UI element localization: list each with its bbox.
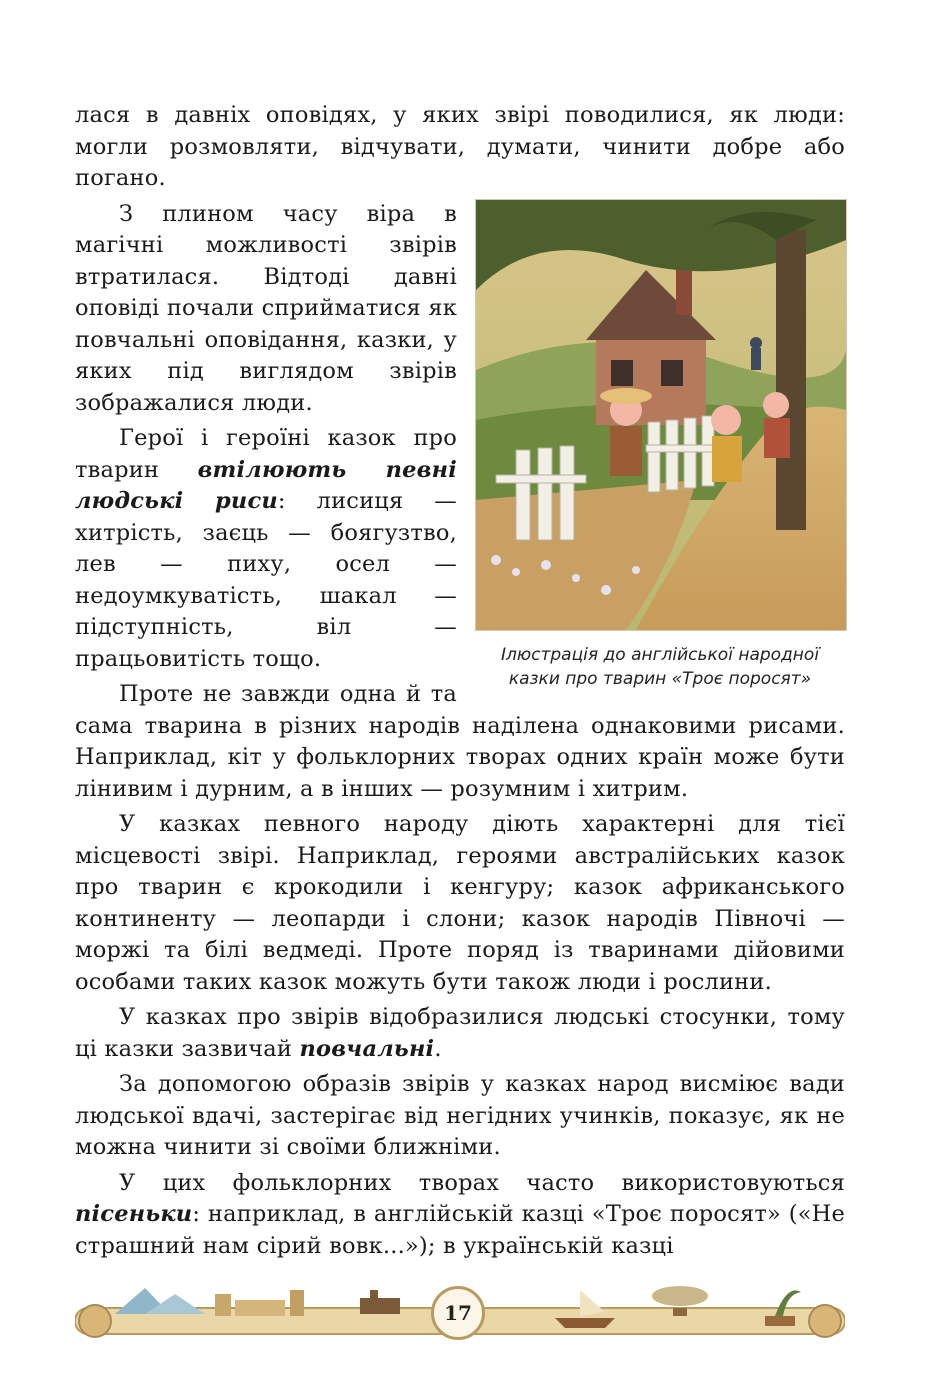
paragraph-text: Герої і героїні казок про тварин [75,425,457,483]
figure-caption [475,643,845,691]
illustration-figure [475,199,845,691]
paragraph [75,1002,845,1065]
emphasis-term: пісеньки [75,1201,193,1227]
three-little-pigs-illustration [475,199,847,631]
caption-line-2: казки про тварин «Троє поросят» [508,668,812,689]
paragraph-text: . [434,1035,442,1062]
paragraph-text: У цих фольклорних творах часто використовуються [119,1169,845,1196]
caption-line-1: Ілюстрація до англійської народної [500,644,820,665]
emphasis-term: втілюють певні людські риси [75,456,457,514]
paragraph-text: У казках про звірів відобразилися людські стосунки, тому ці казки зазвичай [75,1004,845,1062]
paragraph: З плином часу віра в магічні можливості звірів втратилася. Відтоді давні оповіді почали сприйматися як повчальні оповідання, казки, у яких під виглядом звірів зображалися люди. [75,200,457,416]
paragraph-text: : наприклад, в англійській казці «Троє поросят» («Не страшний нам сірий вовк...»); в українській казці [75,1201,845,1259]
paragraph: Проте не завжди одна й та сама тварина в різних народів наділена однаковими рисами. Наприклад, кіт у фольклорних творах одних країн може бути лінивим і дурним, а в інших — розумним і хитрим. [75,681,845,802]
decorative-footer [75,1280,845,1350]
paragraph: лася в давніх оповідях, у яких звірі поводилися, як люди: могли розмовляти, відчувати, думати, чинити добре або погано. [75,102,845,191]
paragraph-text: : лисиця — хитрість, заєць — боягузтво, лев — пиху, осел — недоумкуватість, шакал — підступність, віл — працьовитість тощо. [75,488,457,672]
paragraph: За допомогою образів звірів у казках народ висміює вади людської вдачі, застерігає від негідних учинків, показує, як не можна чинити зі своїми ближніми. [75,1071,845,1160]
page-content [75,100,845,1266]
page-number: 17 [431,1286,485,1340]
paragraph [75,1168,845,1263]
paragraph: У казках певного народу діють характерні для тієї місцевості звірі. Наприклад, героями австралійських казок про тварин є крокодили і кенгуру; казок африканського континенту — леопарди і слони; казок народів Півночі — моржі та білі ведмеді. Проте поряд із тваринами дійовими особами таких казок можуть бути також люди і рослини. [75,811,845,995]
emphasis-term: повчальні [299,1035,435,1062]
